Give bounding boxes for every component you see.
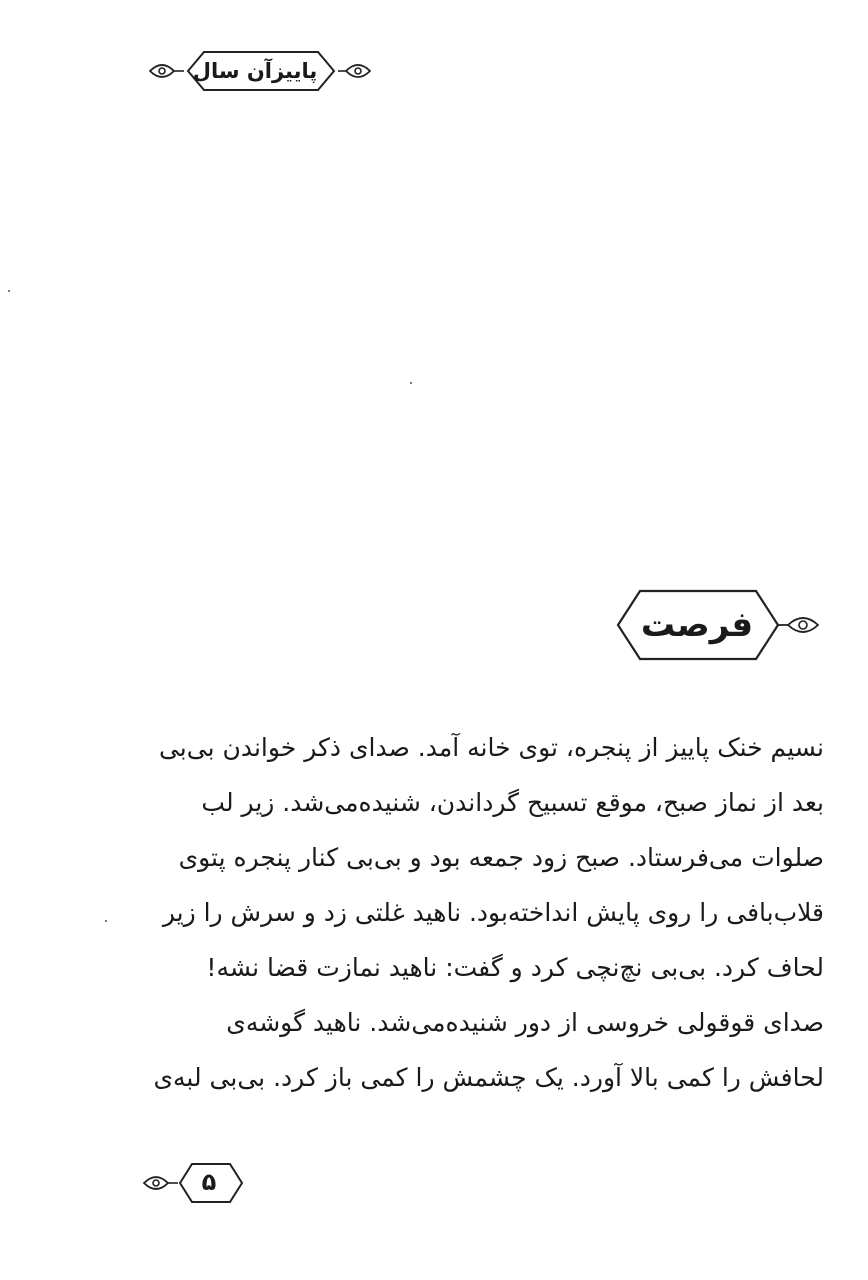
text-line: صلوات می‌فرستاد. صبح زود جمعه بود و بی‌بی کنار پنجره پتوی bbox=[178, 843, 824, 872]
text-line: لحافش را کمی بالا آورد. یک چشمش را کمی باز کرد. بی‌بی لبه‌ی bbox=[153, 1063, 824, 1092]
chapter-title: فرصت bbox=[640, 605, 754, 645]
running-header-title: پاییزآن سال bbox=[192, 59, 318, 83]
text-line: لحاف کرد. بی‌بی نچ‌نچی کرد و گفت: ناهید نمازت قضا نشه! bbox=[206, 953, 824, 982]
scan-speck bbox=[105, 920, 107, 922]
body-paragraph bbox=[136, 720, 824, 1105]
text-line: قلاب‌بافی را روی پایش انداخته‌بود. ناهید غلتی زد و سرش را زیر bbox=[162, 898, 824, 927]
text-line: صدای قوقولی خروسی از دور شنیده‌می‌شد. ناهید گوشه‌ی bbox=[226, 1008, 824, 1037]
scan-speck bbox=[410, 382, 412, 384]
text-line: بعد از نماز صبح، موقع تسبیح گرداندن، شنیده‌می‌شد. زیر لب bbox=[201, 788, 824, 817]
text-line: نسیم خنک پاییز از پنجره، توی خانه آمد. صدای ذکر خواندن بی‌بی bbox=[158, 733, 824, 762]
page-number: ۵ bbox=[201, 1168, 217, 1196]
scan-speck bbox=[8, 290, 10, 292]
